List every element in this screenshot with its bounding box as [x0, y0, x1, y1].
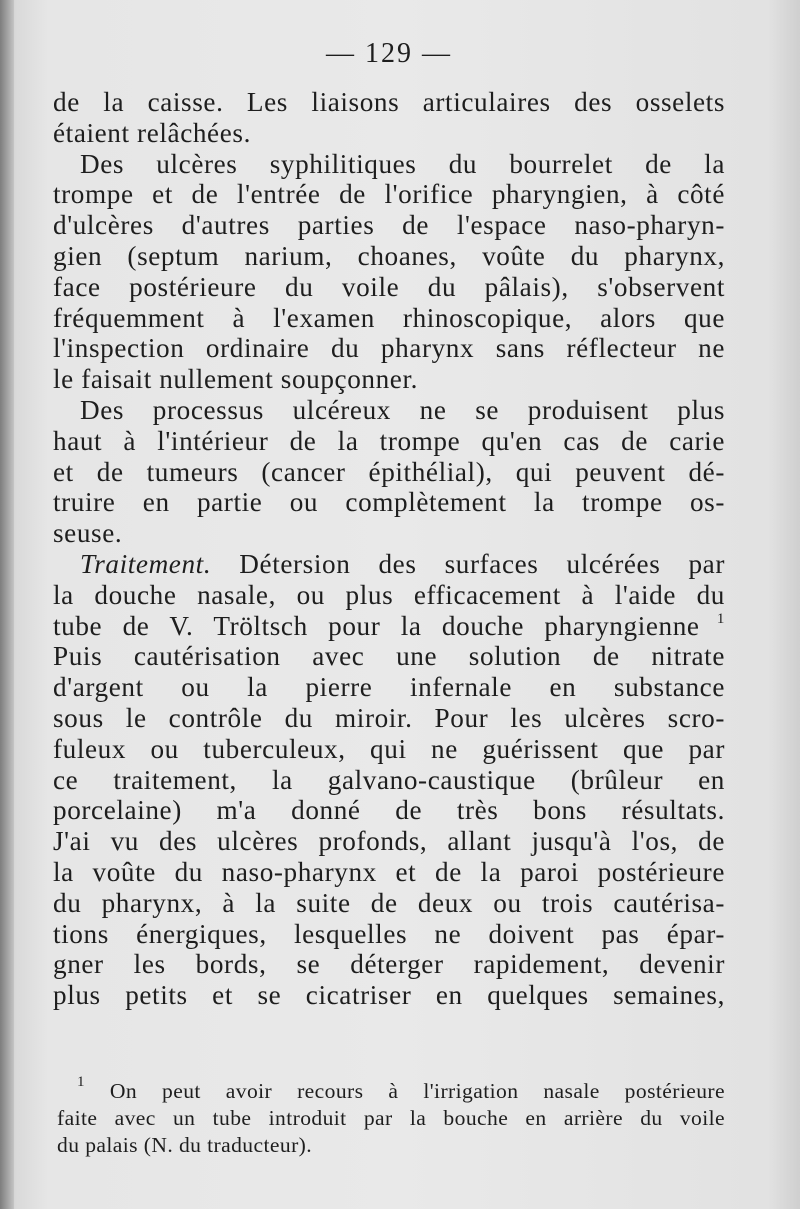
text-line [53, 149, 725, 180]
text-line [53, 303, 725, 334]
line-text: fuleux ou tuberculeux, qui ne guérissent que par [53, 733, 725, 764]
text-line [53, 210, 725, 241]
footnote-line [57, 1132, 725, 1159]
text-line [53, 333, 725, 364]
line-text: Puis cautérisation avec une solution de nitrate [53, 641, 725, 672]
text-line [53, 457, 725, 488]
footnote [57, 1074, 725, 1159]
text-line [53, 364, 725, 395]
text-line [53, 949, 725, 980]
line-text: On peut avoir recours à l'irrigation nasale postérieure [84, 1079, 725, 1103]
text-line [53, 87, 725, 118]
text-line [53, 919, 725, 950]
line-text: face postérieure du voile du pâlais), s'observent [53, 271, 725, 302]
line-text: haut à l'intérieur de la trompe qu'en cas de carie [53, 425, 725, 456]
line-text: l'inspection ordinaire du pharynx sans réflecteur ne [53, 333, 725, 364]
line-text: le faisait nullement soupçonner. [53, 364, 418, 395]
line-text: tions énergiques, lesquelles ne doivent pas épar- [53, 918, 725, 949]
line-text: du pharynx, à la suite de deux ou trois cautérisa- [53, 887, 725, 918]
text-line [53, 118, 725, 149]
line-text: étaient relâchées. [53, 117, 251, 148]
text-line [53, 641, 725, 672]
text-line [53, 518, 725, 549]
line-text: porcelaine) m'a donné de très bons résultats. [53, 795, 725, 826]
line-text: ce traitement, la galvano-caustique (brûleur en [53, 764, 725, 795]
line-text: Détersion des surfaces ulcérées par [211, 548, 725, 579]
line-text: seuse. [53, 518, 123, 549]
line-text: de la caisse. Les liaisons articulaires des osselets [53, 87, 725, 117]
line-text: truire en partie ou complètement la trompe os- [53, 487, 725, 518]
line-text: la douche nasale, ou plus efficacement à l'aide du [53, 579, 725, 610]
page-number: — 129 — [326, 38, 452, 69]
line-text: gien (septum narium, choanes, voûte du pharynx, [53, 240, 725, 271]
line-text: J'ai vu des ulcères profonds, allant jusqu'à l'os, de [53, 826, 725, 857]
line-text: trompe et de l'entrée de l'orifice pharyngien, à côté [53, 179, 725, 210]
binding-shadow [0, 0, 14, 1209]
text-line [53, 888, 725, 919]
line-text: tube de V. Tröltsch pour la douche pharyngienne [53, 610, 700, 641]
line-text: Des ulcères syphilitiques du bourrelet de la [80, 148, 725, 179]
text-line [53, 487, 725, 518]
line-text: d'argent ou la pierre infernale en substance [53, 672, 725, 703]
text-line [53, 426, 725, 457]
line-text: fréquemment à l'examen rhinoscopique, alors que [53, 302, 725, 333]
footnote-line [57, 1105, 725, 1132]
body-text [53, 87, 725, 1011]
line-text: plus petits et se cicatriser en quelques semaines, [53, 980, 725, 1011]
line-text: et de tumeurs (cancer épithélial), qui peuvent dé- [53, 456, 725, 487]
text-line [53, 795, 725, 826]
text-line [53, 703, 725, 734]
text-line [53, 241, 725, 272]
text-line [53, 980, 725, 1011]
text-line [53, 826, 725, 857]
text-line [53, 611, 725, 642]
footnote-line [57, 1074, 725, 1105]
text-line [53, 734, 725, 765]
line-text: Des processus ulcéreux ne se produisent plus [80, 394, 725, 425]
line-text: la voûte du naso-pharynx et de la paroi postérieure [53, 856, 725, 887]
text-line [53, 179, 725, 210]
text-line [53, 765, 725, 796]
text-line [53, 272, 725, 303]
text-line [53, 580, 725, 611]
text-line [53, 672, 725, 703]
line-text: faite avec un tube introduit par la bouche en arrière du voile [57, 1106, 725, 1130]
line-text: d'ulcères d'autres parties de l'espace naso-pharyn- [53, 210, 725, 241]
section-heading: Traitement. [80, 548, 212, 579]
text-line [53, 395, 725, 426]
footnote-reference: 1 [699, 610, 726, 627]
line-text: sous le contrôle du miroir. Pour les ulcères scro- [53, 702, 725, 733]
line-text: du palais (N. du traducteur). [57, 1133, 313, 1157]
text-line [53, 857, 725, 888]
text-line [53, 549, 725, 580]
footnote-marker: 1 [77, 1074, 85, 1090]
line-text: gner les bords, se déterger rapidement, devenir [53, 949, 725, 980]
